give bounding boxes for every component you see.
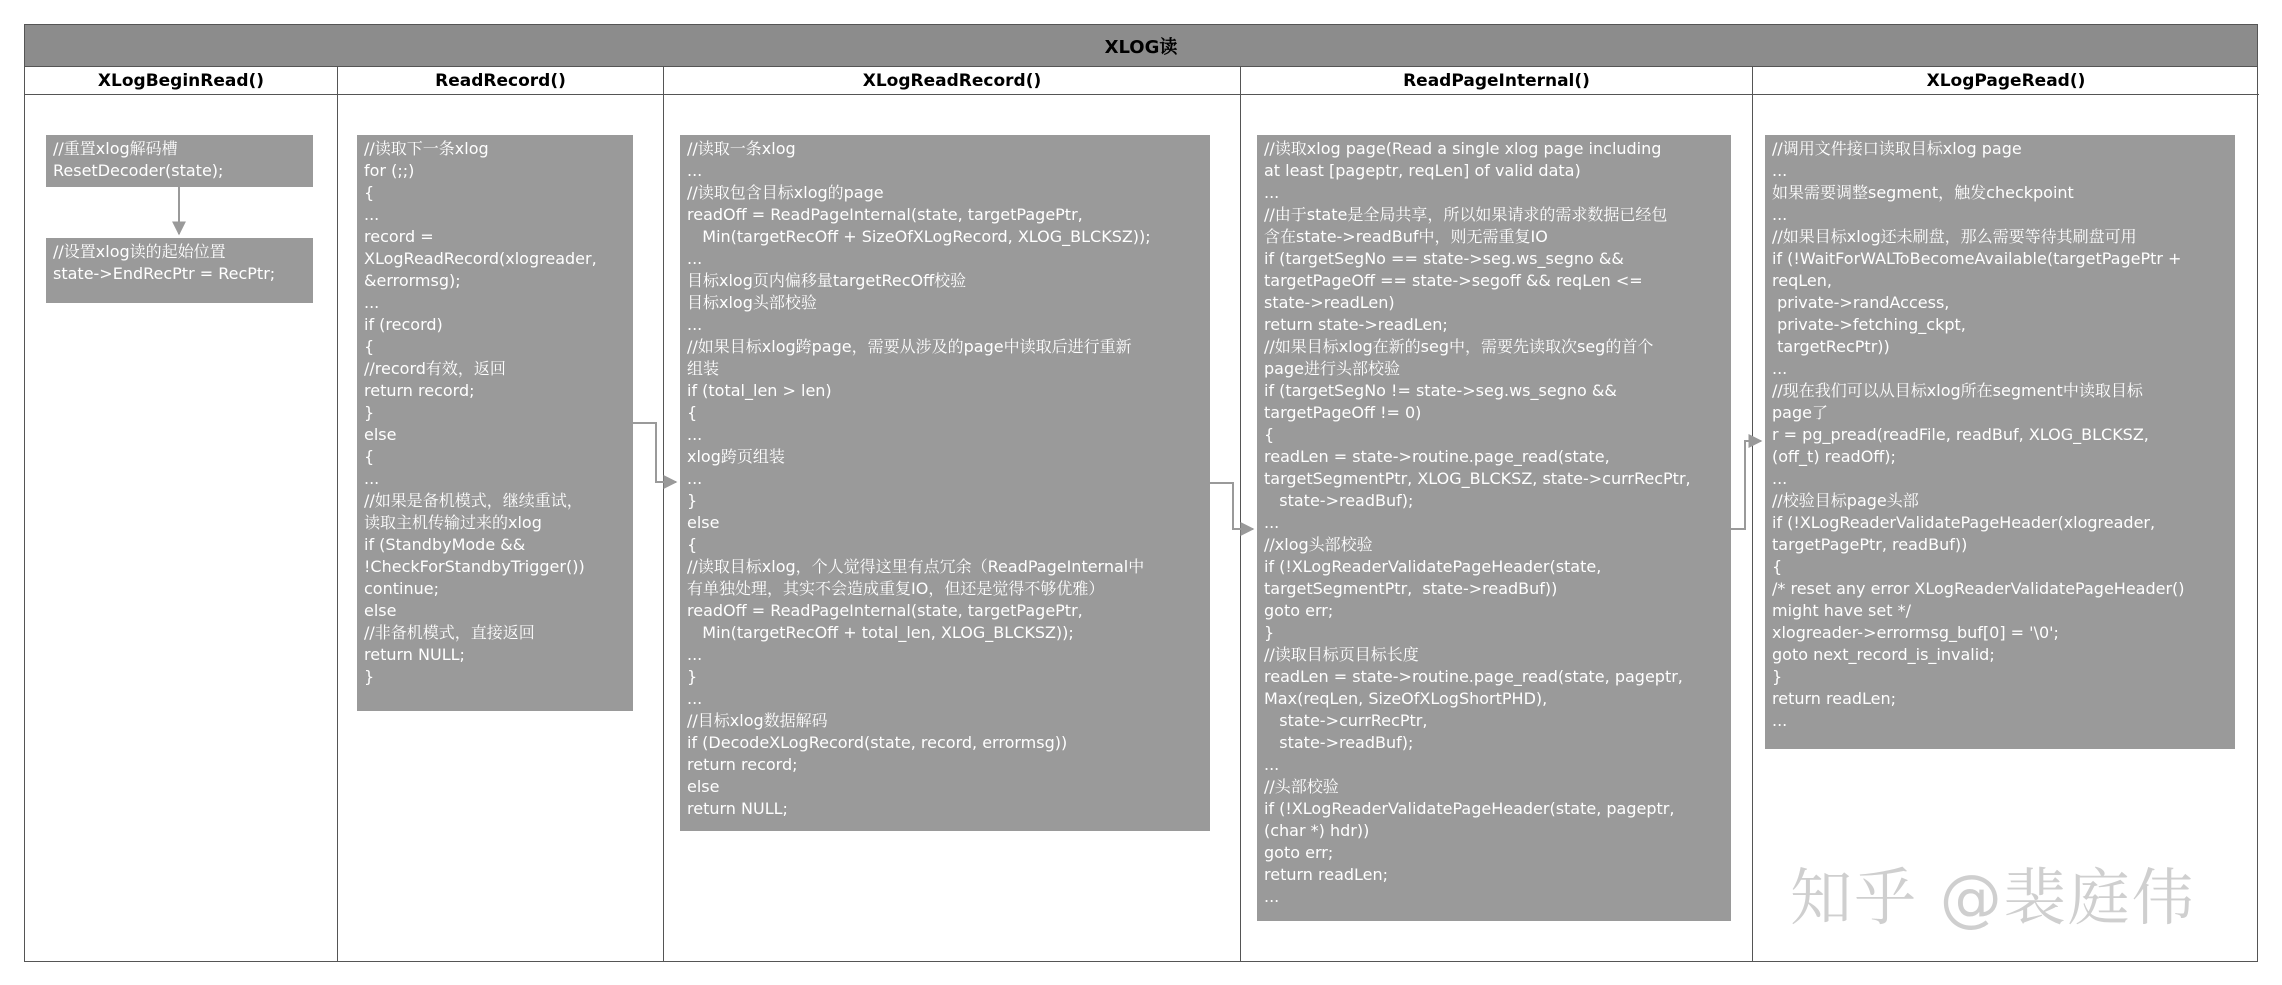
code-line: targetPagePtr, readBuf))	[1772, 535, 1968, 554]
code-line: //重置xlog解码槽	[53, 139, 178, 158]
code-line: 含在state->readBuf中，则无需重复IO	[1264, 227, 1548, 246]
code-line: ...	[687, 249, 703, 268]
code-line: ...	[364, 293, 380, 312]
code-line: XLogReadRecord(xlogreader,	[364, 249, 597, 268]
code-line: xlog跨页组装	[687, 447, 785, 466]
code-line: targetRecPtr))	[1772, 337, 1890, 356]
code-line: if (!XLogReaderValidatePageHeader(state, pageptr,	[1264, 799, 1675, 818]
code-line: 目标xlog头部校验	[687, 293, 817, 312]
code-line: page进行头部校验	[1264, 359, 1400, 378]
code-line: ...	[687, 425, 703, 444]
code-line: readLen = state->routine.page_read(state, pageptr,	[1264, 667, 1683, 686]
code-line: 目标xlog页内偏移量targetRecOff校验	[687, 271, 967, 290]
readrecord-box	[357, 135, 633, 711]
code-line: private->fetching_ckpt,	[1772, 315, 1966, 334]
code-line: for (;;)	[364, 161, 415, 180]
code-line: &errormsg);	[364, 271, 461, 290]
code-line: else	[687, 777, 720, 796]
code-line: }	[687, 491, 698, 510]
code-line: page了	[1772, 403, 1828, 422]
code-line: return NULL;	[687, 799, 788, 818]
code-line: if (StandbyMode &&	[364, 535, 526, 554]
code-line: return readLen;	[1772, 689, 1897, 708]
code-line: xlogreader->errormsg_buf[0] = '\0';	[1772, 623, 2059, 642]
code-line: //校验目标page头部	[1772, 491, 1919, 510]
code-line: 组装	[687, 359, 720, 378]
code-line: //如果目标xlog跨page，需要从涉及的page中读取后进行重新	[687, 337, 1132, 356]
code-line: //现在我们可以从目标xlog所在segment中读取目标	[1772, 381, 2143, 400]
code-line: {	[687, 403, 698, 422]
code-line: ...	[1772, 205, 1788, 224]
diagram-title: XLOG读	[25, 25, 2257, 67]
code-line: readOff = ReadPageInternal(state, targetPagePtr,	[687, 205, 1083, 224]
code-line: ...	[1264, 183, 1280, 202]
code-line: //record有效，返回	[364, 359, 506, 378]
code-line: targetPageOff == state->segoff && reqLen <=	[1264, 271, 1643, 290]
lane-header-readrecord: ReadRecord()	[338, 67, 663, 95]
code-line: if (!XLogReaderValidatePageHeader(xlogreader,	[1772, 513, 2156, 532]
code-line: //头部校验	[1264, 777, 1339, 796]
code-line: {	[364, 447, 375, 466]
code-line: ...	[1264, 513, 1280, 532]
code-line: ...	[1772, 359, 1788, 378]
code-line: if (!WaitForWALToBecomeAvailable(targetPagePtr +	[1772, 249, 2182, 268]
code-line: ResetDecoder(state);	[53, 161, 224, 180]
code-line: return record;	[687, 755, 798, 774]
lane-header-readpageinternal: ReadPageInternal()	[1241, 67, 1752, 95]
code-line: reqLen,	[1772, 271, 1832, 290]
code-line: //由于state是全局共享，所以如果请求的需求数据已经包	[1264, 205, 1668, 224]
code-line: return record;	[364, 381, 475, 400]
code-line: 读取主机传输过来的xlog	[364, 513, 542, 532]
code-line: if (DecodeXLogRecord(state, record, errormsg))	[687, 733, 1068, 752]
code-line: {	[364, 337, 375, 356]
code-line: ...	[687, 161, 703, 180]
code-line: }	[687, 667, 698, 686]
lane-xlogbeginread	[25, 67, 338, 961]
code-line: ...	[687, 645, 703, 664]
code-line: ...	[1772, 469, 1788, 488]
code-line: else	[364, 601, 397, 620]
code-line: readLen = state->routine.page_read(state,	[1264, 447, 1610, 466]
code-line: if (targetSegNo != state->seg.ws_segno &&	[1264, 381, 1617, 400]
code-line: //设置xlog读的起始位置	[53, 242, 226, 261]
code-line: if (targetSegNo == state->seg.ws_segno &&	[1264, 249, 1624, 268]
code-line: at least [pageptr, reqLen] of valid data)	[1264, 161, 1581, 180]
code-line: !CheckForStandbyTrigger())	[364, 557, 585, 576]
code-line: //如果目标xlog在新的seg中，需要先读取次seg的首个	[1264, 337, 1654, 356]
code-line: goto err;	[1264, 601, 1334, 620]
code-line: {	[1264, 425, 1275, 444]
code-line: //读取目标页目标长度	[1264, 645, 1419, 664]
code-line: state->currRecPtr,	[1264, 711, 1428, 730]
code-line: goto err;	[1264, 843, 1334, 862]
code-line: {	[687, 535, 698, 554]
code-line: ...	[687, 689, 703, 708]
code-line: state->readLen)	[1264, 293, 1395, 312]
code-line: ...	[1772, 711, 1788, 730]
code-line: r = pg_pread(readFile, readBuf, XLOG_BLCKSZ,	[1772, 425, 2149, 444]
code-line: return NULL;	[364, 645, 465, 664]
reset-decoder-box	[46, 135, 313, 187]
code-line: goto next_record_is_invalid;	[1772, 645, 1995, 664]
code-line: ...	[364, 469, 380, 488]
code-line: //读取下一条xlog	[364, 139, 489, 158]
code-line: if (total_len > len)	[687, 381, 832, 400]
code-line: /* reset any error XLogReaderValidatePageHeader()	[1772, 579, 2185, 598]
xlogpageread-box	[1765, 135, 2235, 749]
code-line: }	[1772, 667, 1783, 686]
code-line: //xlog头部校验	[1264, 535, 1373, 554]
code-line: state->EndRecPtr = RecPtr;	[53, 264, 276, 283]
code-line: //如果是备机模式，继续重试，	[364, 491, 583, 510]
code-line: if (record)	[364, 315, 443, 334]
code-line: //非备机模式，直接返回	[364, 623, 535, 642]
code-line: {	[1772, 557, 1783, 576]
code-line: (char *) hdr))	[1264, 821, 1370, 840]
code-line: 如果需要调整segment，触发checkpoint	[1772, 183, 2074, 202]
code-line: targetSegmentPtr, XLOG_BLCKSZ, state->currRecPtr,	[1264, 469, 1691, 488]
code-line: might have set */	[1772, 601, 1911, 620]
code-line: else	[687, 513, 720, 532]
code-line: ...	[1264, 755, 1280, 774]
code-line: else	[364, 425, 397, 444]
code-line: Max(reqLen, SizeOfXLogShortPHD),	[1264, 689, 1548, 708]
code-line: ...	[1772, 161, 1788, 180]
code-line: //读取xlog page(Read a single xlog page including	[1264, 139, 1662, 158]
lane-header-xlogbeginread: XLogBeginRead()	[25, 67, 337, 95]
lane-header-xlogreadrecord: XLogReadRecord()	[664, 67, 1240, 95]
code-line: //目标xlog数据解码	[687, 711, 828, 730]
code-line: ...	[364, 205, 380, 224]
code-line: }	[364, 403, 375, 422]
code-line: //如果目标xlog还未刷盘，那么需要等待其刷盘可用	[1772, 227, 2137, 246]
set-start-position-box	[46, 238, 313, 303]
code-line: Min(targetRecOff + total_len, XLOG_BLCKSZ));	[687, 623, 1074, 642]
code-line: targetPageOff != 0)	[1264, 403, 1422, 422]
code-line: Min(targetRecOff + SizeOfXLogRecord, XLOG_BLCKSZ));	[687, 227, 1151, 246]
code-line: targetSegmentPtr, state->readBuf))	[1264, 579, 1558, 598]
code-line: ...	[687, 469, 703, 488]
code-line: }	[1264, 623, 1275, 642]
code-line: ...	[1264, 887, 1280, 906]
code-line: private->randAccess,	[1772, 293, 1950, 312]
code-line: 有单独处理，其实不会造成重复IO，但还是觉得不够优雅）	[687, 579, 1105, 598]
code-line: readOff = ReadPageInternal(state, targetPagePtr,	[687, 601, 1083, 620]
lane-header-xlogpageread: XLogPageRead()	[1753, 67, 2259, 95]
readpageinternal-box	[1257, 135, 1731, 921]
xlogreadrecord-box	[680, 135, 1210, 831]
code-line: }	[364, 667, 375, 686]
code-line: (off_t) readOff);	[1772, 447, 1896, 466]
code-line: //读取目标xlog，个人觉得这里有点冗余（ReadPageInternal中	[687, 557, 1145, 576]
code-line: return readLen;	[1264, 865, 1389, 884]
code-line: return state->readLen;	[1264, 315, 1448, 334]
code-line: //调用文件接口读取目标xlog page	[1772, 139, 2022, 158]
watermark-text: 知乎 @裴庭伟	[1790, 861, 2196, 934]
code-line: //读取一条xlog	[687, 139, 796, 158]
code-line: if (!XLogReaderValidatePageHeader(state,	[1264, 557, 1602, 576]
code-line: ...	[687, 315, 703, 334]
code-line: state->readBuf);	[1264, 491, 1414, 510]
code-line: {	[364, 183, 375, 202]
code-line: //读取包含目标xlog的page	[687, 183, 884, 202]
code-line: record =	[364, 227, 434, 246]
code-line: continue;	[364, 579, 439, 598]
code-line: state->readBuf);	[1264, 733, 1414, 752]
